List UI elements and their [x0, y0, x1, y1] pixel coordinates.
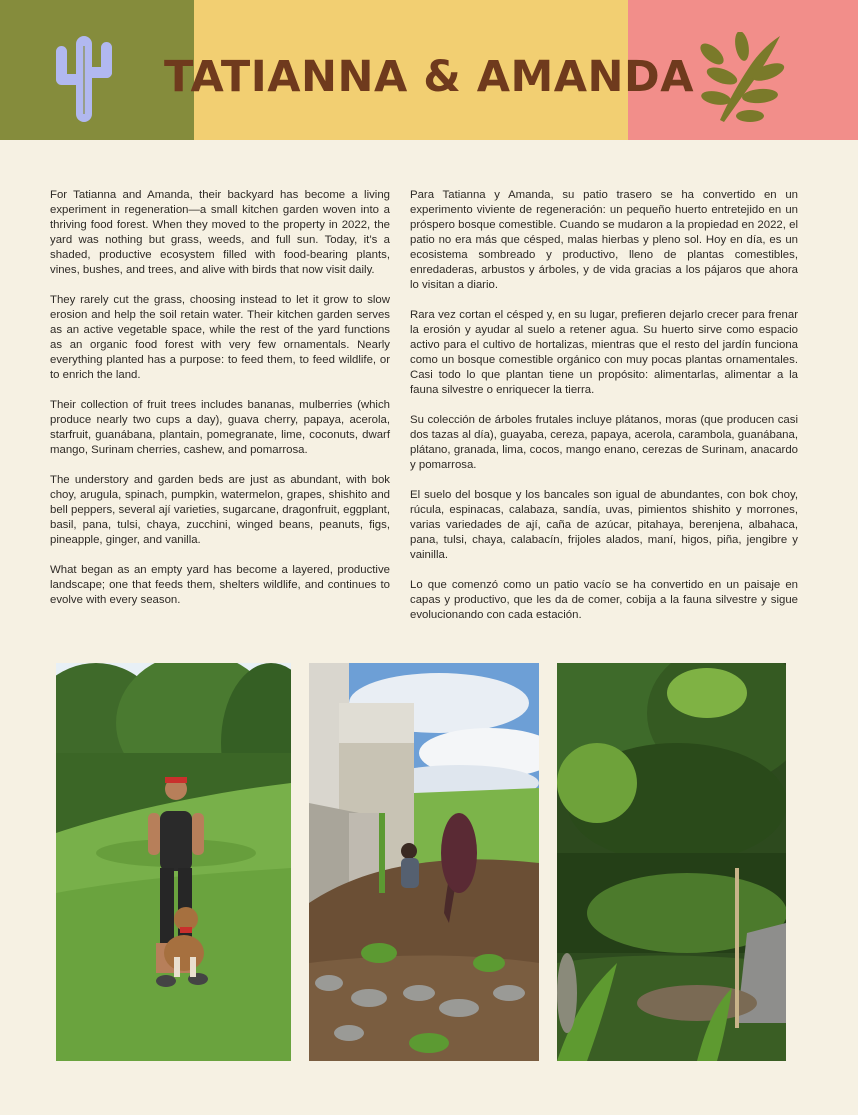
spanish-paragraph-1: Para Tatianna y Amanda, su patio trasero se ha convertido en un experimento viviente de regeneración: un pequeño huerto entretejido en un próspero bosque comestible. Cuando se mudaron a la propiedad en 2022, el patio no era más que césped, malas hierbas y pleno sol. Hoy en día, es un ecosistema sombreado y productivo, lleno de plantas comestibles, enredaderas, arbustos y árboles, y de vida gracias a los pájaros que ahora lo visitan a diario.	[410, 189, 798, 291]
photo-person-with-dog	[56, 663, 291, 1061]
header-banner	[0, 0, 858, 140]
spanish-paragraph-2: Rara vez cortan el césped y, en su lugar, prefieren dejarlo crecer para frenar la erosión y ayudar al suelo a retener agua. Su huerto sirve como espacio activo para el cultivo de hortalizas, mientras que el resto del jardín funciona como un bosque comestible orgánico con muy pocas plantas ornamentales. Casi todo lo que plantan tiene un propósito: alimentarlas, alimentar a la fauna silvestre o enriquecer la tierra.	[410, 309, 798, 396]
page-title: TATIANNA & AMANDA	[163, 52, 695, 102]
spanish-paragraph-4: El suelo del bosque y los bancales son igual de abundantes, con bok choy, rúcula, espinacas, calabaza, sandía, uvas, pimientos shishito y morrones, varias variedades de ají, caña de azúcar, pitahaya, berenjena, albahaca, pana, tulsi, chaya, calabacín, frijoles alados, maní, higos, piña, jengibre y vainilla.	[410, 489, 798, 561]
photo-food-forest	[557, 663, 786, 1061]
english-paragraph-1: For Tatianna and Amanda, their backyard has become a living experiment in regeneration—a small kitchen garden woven into a thriving food forest. When they moved to the property in 2022, the yard was nothing but grass, weeds, and full sun. Today, it’s a shaded, productive ecosystem filled with food-bearing plants, vines, bushes, and trees, and alive with birds that now visit daily.	[50, 189, 390, 276]
spanish-paragraph-5: Lo que comenzó como un patio vacío se ha convertido en un paisaje en capas y productivo, que les da de comer, cobija a la fauna silvestre y sigue evolucionando con cada estación.	[410, 579, 798, 621]
english-paragraph-5: What began as an empty yard has become a layered, productive landscape; one that feeds them, shelters wildlife, and continues to evolve with every season.	[50, 564, 390, 606]
spanish-paragraph-3: Su colección de árboles frutales incluye plátanos, moras (que producen casi dos tazas al día), guayaba, cereza, papaya, acerola, carambola, guanábana, plátano, granada, lima, cocos, mango enano, cerezas de Surinam, anacardo y pomarrosa.	[410, 414, 798, 471]
spanish-column	[410, 188, 798, 638]
english-paragraph-2: They rarely cut the grass, choosing instead to let it grow to slow erosion and help the soil retain water. Their kitchen garden serves as an active vegetable space, while the rest of the yard functions as an organic food forest with very few ornamentals. Nearly everything planted has a purpose: to feed them, to feed wildlife, or to enrich the land.	[50, 294, 390, 381]
photo-building-and-planting	[309, 663, 539, 1061]
english-column	[50, 188, 390, 623]
english-paragraph-4: The understory and garden beds are just as abundant, with bok choy, arugula, spinach, pumpkin, watermelon, grapes, shishito and bell peppers, several ají varieties, sugarcane, dragonfruit, eggplant, basil, pana, tulsi, chaya, zucchini, winged beans, peanuts, figs, pineapple, ginger, and vanilla.	[50, 474, 390, 546]
english-paragraph-3: Their collection of fruit trees includes bananas, mulberries (which produce nearly two cups a day), guava cherry, papaya, acerola, starfruit, guanábana, plantain, pomegranate, lime, coconuts, dwarf mango, Surinam cherries, cashew, and pomarrosa.	[50, 399, 390, 456]
